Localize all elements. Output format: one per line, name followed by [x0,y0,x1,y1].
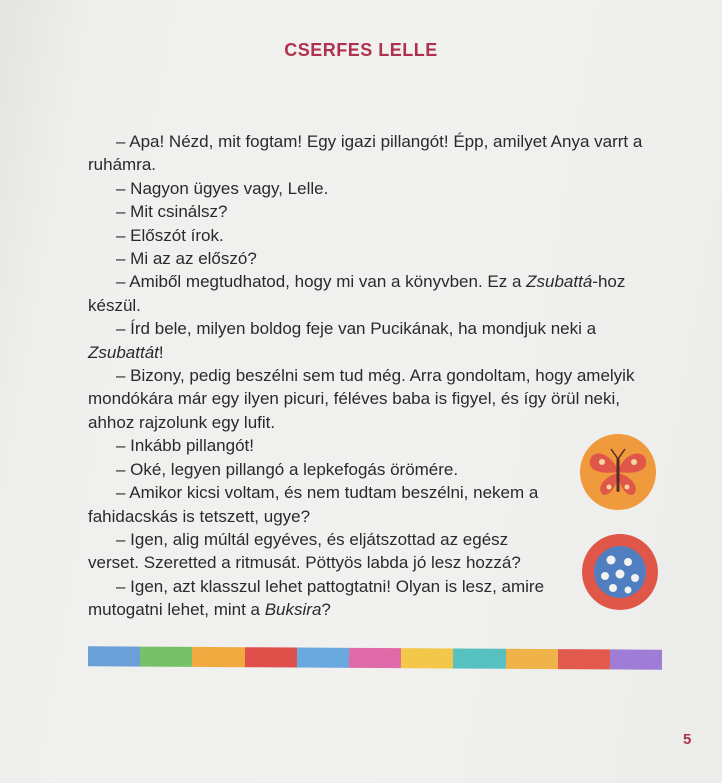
stripe-segment [297,648,349,668]
butterfly-icon [578,432,658,512]
ball-dot [631,574,639,582]
dialogue-text [88,130,652,622]
paragraph-text: – Nagyon ügyes vagy, Lelle. [116,178,329,198]
wing-dot [599,459,605,465]
page-title: CSERFES LELLE [284,40,438,60]
wing-dot [607,485,612,490]
stripe-segment [140,647,192,667]
stripe-segment [245,647,297,667]
paragraph-text: – Mi az az előszó? [116,249,257,269]
paragraph-text: – Írd bele, milyen boldog feje van Pucikának, ha mondjuk neki a [116,319,597,339]
paragraph [88,130,652,177]
butterfly-body [617,458,620,492]
paragraph-text: – Mit csinálsz? [116,202,228,222]
paragraph [88,458,560,481]
ball-dot [609,584,617,592]
ball-dot [624,558,632,566]
paragraph-text: – Igen, azt klasszul lehet pattogtatni! Olyan is lesz, amire mutogatni lehet, mint a [88,576,545,620]
stripe-segment [610,649,662,669]
stripe-segment [349,648,401,668]
stripe-segment [401,648,453,668]
ball-dot [616,570,625,579]
paragraph [88,247,652,270]
paragraph [88,364,652,434]
paragraph-text: – Oké, legyen pillangó a lepkefogás örömére. [116,459,459,479]
ball-dot [601,572,609,580]
paragraph-text: – Igen, alig múltál egyéves, és eljátszottad az egész verset. Szeretted a ritmusát. Pöttyös labda jó lesz hozzá? [88,529,521,573]
stripe-segment [88,646,140,666]
stripe-segment [192,647,244,667]
paragraph-text: – Amikor kicsi voltam, és nem tudtam beszélni, nekem a fahidacskás is tetszett, ugye? [88,483,539,526]
paragraph [88,270,652,317]
paragraph [88,575,560,622]
paragraph [88,528,560,575]
italic-title: Zsubattá [526,272,593,292]
stripe-segment [558,649,610,669]
paragraph-text: – Bizony, pedig beszélni sem tud még. Arra gondoltam, hogy amelyik mondókára már egy ilyen picuri, féléves baba is figyel, és így örül neki, ahhoz rajzolunk egy lufit. [88,366,635,432]
ball-dot [625,587,632,594]
paragraph [88,224,652,247]
page-number: 5 [683,731,692,748]
wing-dot [625,485,630,490]
paragraph-text: – Amiből megtudhatod, hogy mi van a könyvben. Ez a [116,272,527,292]
paragraph [88,434,560,457]
paragraph [88,177,652,200]
paragraph-text: – Előszót írok. [116,225,224,245]
paragraph-text: – Apa! Nézd, mit fogtam! Egy igazi pillangót! Épp, amilyet Anya varrt a ruhámra. [88,132,643,175]
polka-dot-ball-icon [580,532,660,612]
wing-dot [631,459,637,465]
italic-title: Zsubattát [88,342,159,362]
ball-dot [607,556,616,565]
color-stripe-divider [88,646,662,670]
paragraph-text: ! [158,342,164,362]
paragraph [88,200,652,223]
paragraph-text: -hoz készül. [88,272,626,315]
stripe-segment [505,649,557,669]
paragraph-text: ? [321,600,331,620]
paragraph [88,317,652,364]
stripe-segment [453,648,505,668]
paragraph [88,481,560,528]
paragraph-text: – Inkább pillangót! [116,436,254,456]
italic-title: Buksira [264,600,322,620]
